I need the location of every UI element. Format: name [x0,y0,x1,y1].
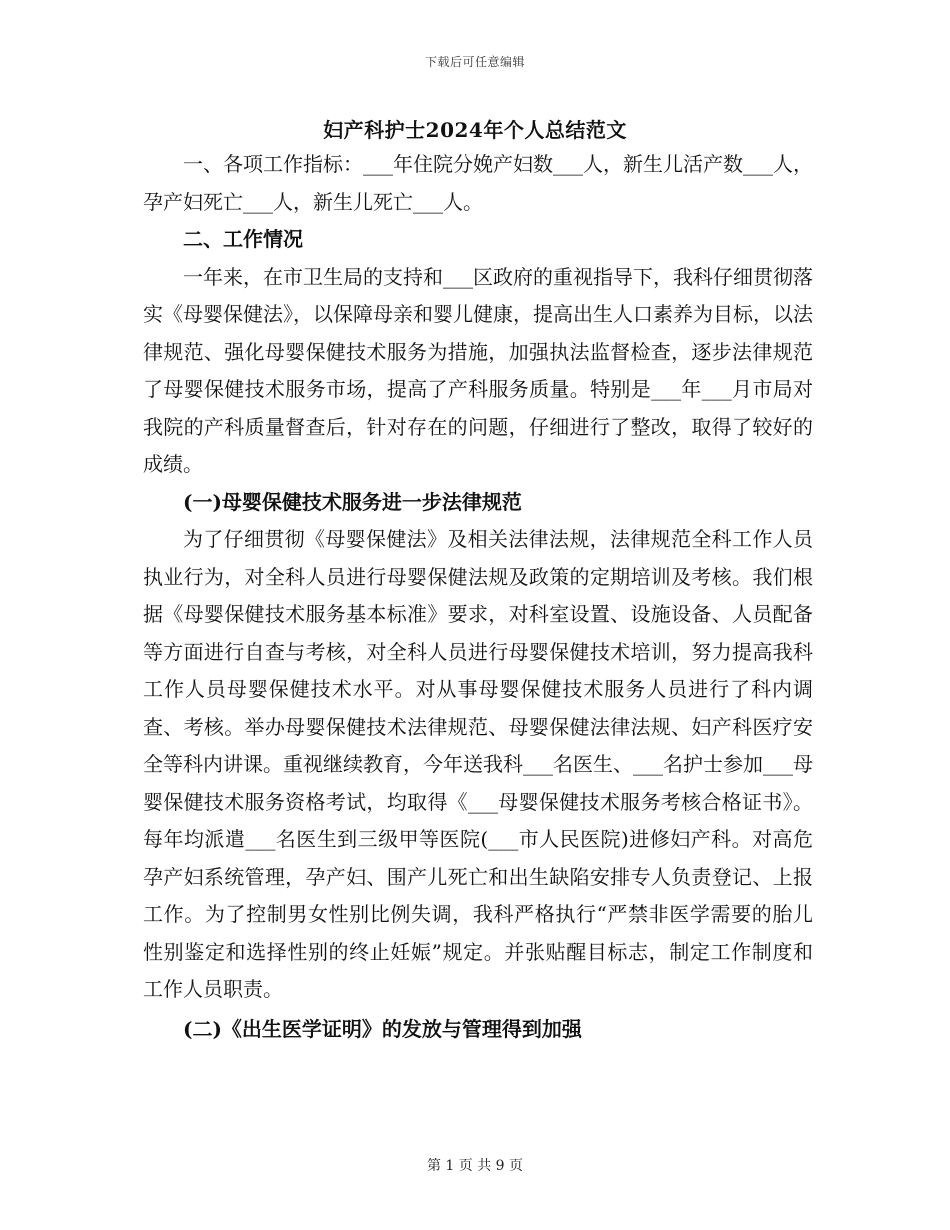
paragraph-work-indicators: 一、各项工作指标：___年住院分娩产妇数___人，新生儿活产数___人，孕产妇死亡___人，新生儿死亡___人。 [143,152,813,214]
document-body [143,146,813,1048]
paragraph-year-overview: 一年来，在市卫生局的支持和___区政府的重视指导下，我科仔细贯彻落实《母婴保健法》，以保障母亲和婴儿健康，提高出生人口素养为目标，以法律规范、强化母婴保健技术服务为措施，加强执法监督检查，逐步法律规范了母婴保健技术服务市场，提高了产科服务质量。特别是___年___月市局对我院的产科质量督查后，针对存在的问题，仔细进行了整改，取得了较好的成绩。 [143,264,813,476]
heading-section-one: (一)母婴保健技术服务进一步法律规范 [183,489,522,514]
document-title: 妇产科护士2024年个人总结范文 [323,118,627,142]
download-note: 下载后可任意编辑 [424,55,525,69]
paragraph-section-one: 为了仔细贯彻《母婴保健法》及相关法律法规，法律规范全科工作人员执业行为，对全科人员进行母婴保健法规及政策的定期培训及考核。我们根据《母婴保健技术服务基本标准》要求，对科室设置、设施设备、人员配备等方面进行自查与考核，对全科人员进行母婴保健技术培训，努力提高我科工作人员母婴保健技术水平。对从事母婴保健技术服务人员进行了科内调查、考核。举办母婴保健技术法律规范、母婴保健法律法规、妇产科医疗安全等科内讲课。重视继续教育，今年送我科___名医生、___名护士参加___母婴保健技术服务资格考试，均取得《___母婴保健技术服务考核合格证书》。每年均派遣___名医生到三级甲等医院(___市人民医院)进修妇产科。对高危孕产妇系统管理，孕产妇、围产儿死亡和出生缺陷安排专人负责登记、上报工作。为了控制男女性别比例失调，我科严格执行“严禁非医学需要的胎儿性别鉴定和选择性别的终止妊娠”规定。并张贴醒目标志，制定工作制度和工作人员职责。 [143,527,813,1001]
page-number: 第 1 页 共 9 页 [426,1158,524,1174]
heading-section-two: (二)《出生医学证明》的发放与管理得到加强 [183,1016,582,1041]
heading-work-situation: 二、工作情况 [183,227,303,251]
